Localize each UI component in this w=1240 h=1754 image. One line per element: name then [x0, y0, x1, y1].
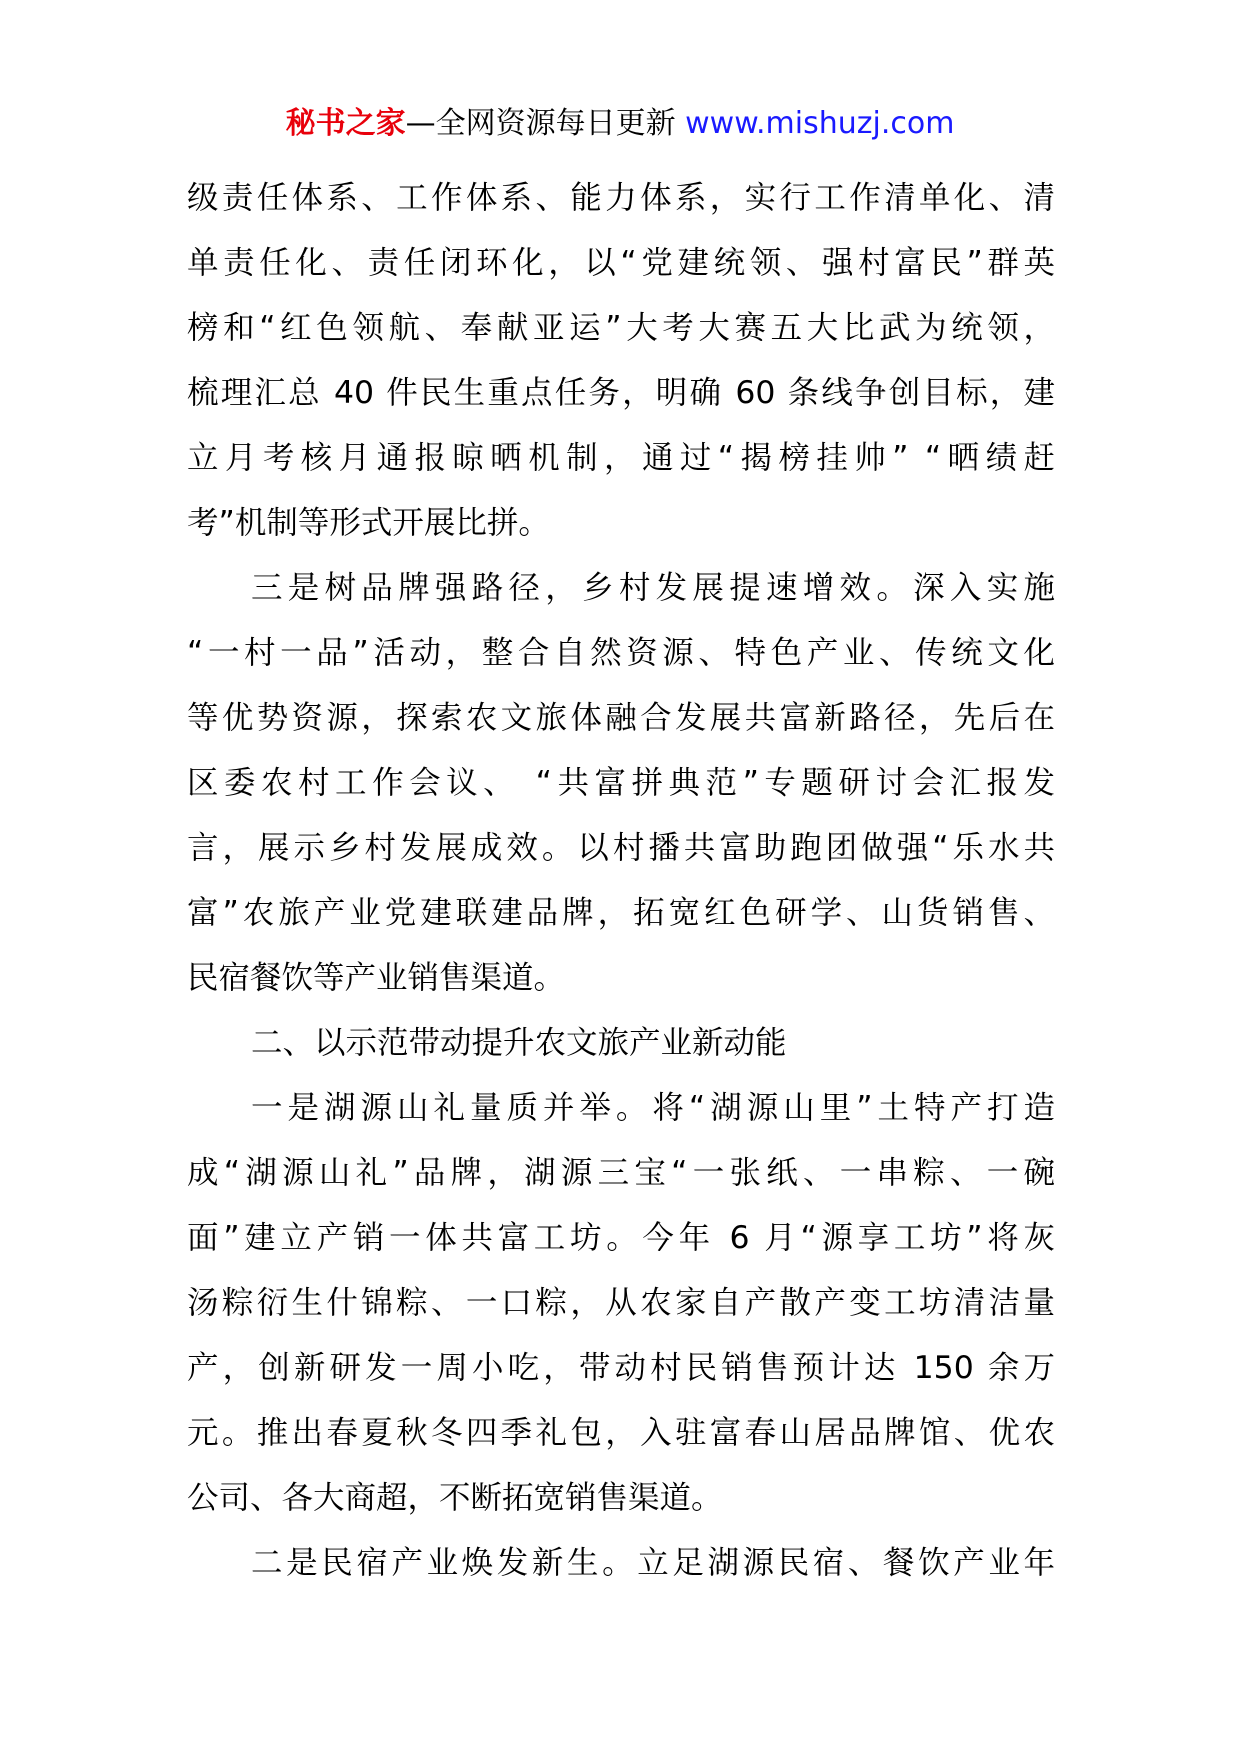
paragraph-start: 一是湖源山礼量质并举。将“湖源山里”土特产打造: [251, 1090, 1055, 1126]
text-line: “一村一品”活动，整合自然资源、特色产业、传统文化: [187, 635, 1055, 671]
document-body: [187, 166, 1055, 1596]
header-tagline: —全网资源每日更新: [405, 106, 676, 141]
header-brand: 秘书之家: [285, 106, 406, 141]
text-line: 区委农村工作会议、 “共富拼典范”专题研讨会汇报发: [187, 765, 1055, 801]
text-line: 元。推出春夏秋冬四季礼包，入驻富春山居品牌馆、优农: [187, 1415, 1055, 1451]
section-heading: 二、以示范带动提升农文旅产业新动能: [251, 1025, 787, 1061]
text-line: 单责任化、责任闭环化，以“党建统领、强村富民”群英: [187, 245, 1055, 281]
paragraph-start: 二是民宿产业焕发新生。立足湖源民宿、餐饮产业年: [251, 1545, 1055, 1581]
text-line: 汤粽衍生什锦粽、一口粽，从农家自产散产变工坊清洁量: [187, 1285, 1055, 1321]
text-line: 梳理汇总 40 件民生重点任务，明确 60 条线争创目标，建: [187, 375, 1055, 411]
text-line: 产，创新研发一周小吃，带动村民销售预计达 150 余万: [187, 1350, 1055, 1386]
paragraph-start: 三是树品牌强路径，乡村发展提速增效。深入实施: [251, 570, 1055, 606]
text-line: 民宿餐饮等产业销售渠道。: [187, 960, 566, 996]
text-line: 立月考核月通报晾晒机制，通过“揭榜挂帅” “晒绩赶: [187, 440, 1055, 476]
text-line: 榜和“红色领航、奉献亚运”大考大赛五大比武为统领，: [187, 310, 1055, 346]
text-line: 级责任体系、工作体系、能力体系，实行工作清单化、清: [187, 180, 1055, 216]
watermark-header: [0, 104, 1240, 144]
text-line: 面”建立产销一体共富工坊。今年 6 月“源享工坊”将灰: [187, 1220, 1055, 1256]
text-line: 成“湖源山礼”品牌，湖源三宝“一张纸、一串粽、一碗: [187, 1155, 1055, 1191]
text-line: 富”农旅产业党建联建品牌，拓宽红色研学、山货销售、: [187, 895, 1055, 931]
text-line: 考”机制等形式开展比拼。: [187, 505, 550, 541]
text-line: 公司、各大商超，不断拓宽销售渠道。: [187, 1480, 723, 1516]
text-line: 言，展示乡村发展成效。以村播共富助跑团做强“乐水共: [187, 830, 1055, 866]
text-line: 等优势资源，探索农文旅体融合发展共富新路径，先后在: [187, 700, 1055, 736]
header-url[interactable]: www.mishuzj.com: [685, 106, 955, 141]
